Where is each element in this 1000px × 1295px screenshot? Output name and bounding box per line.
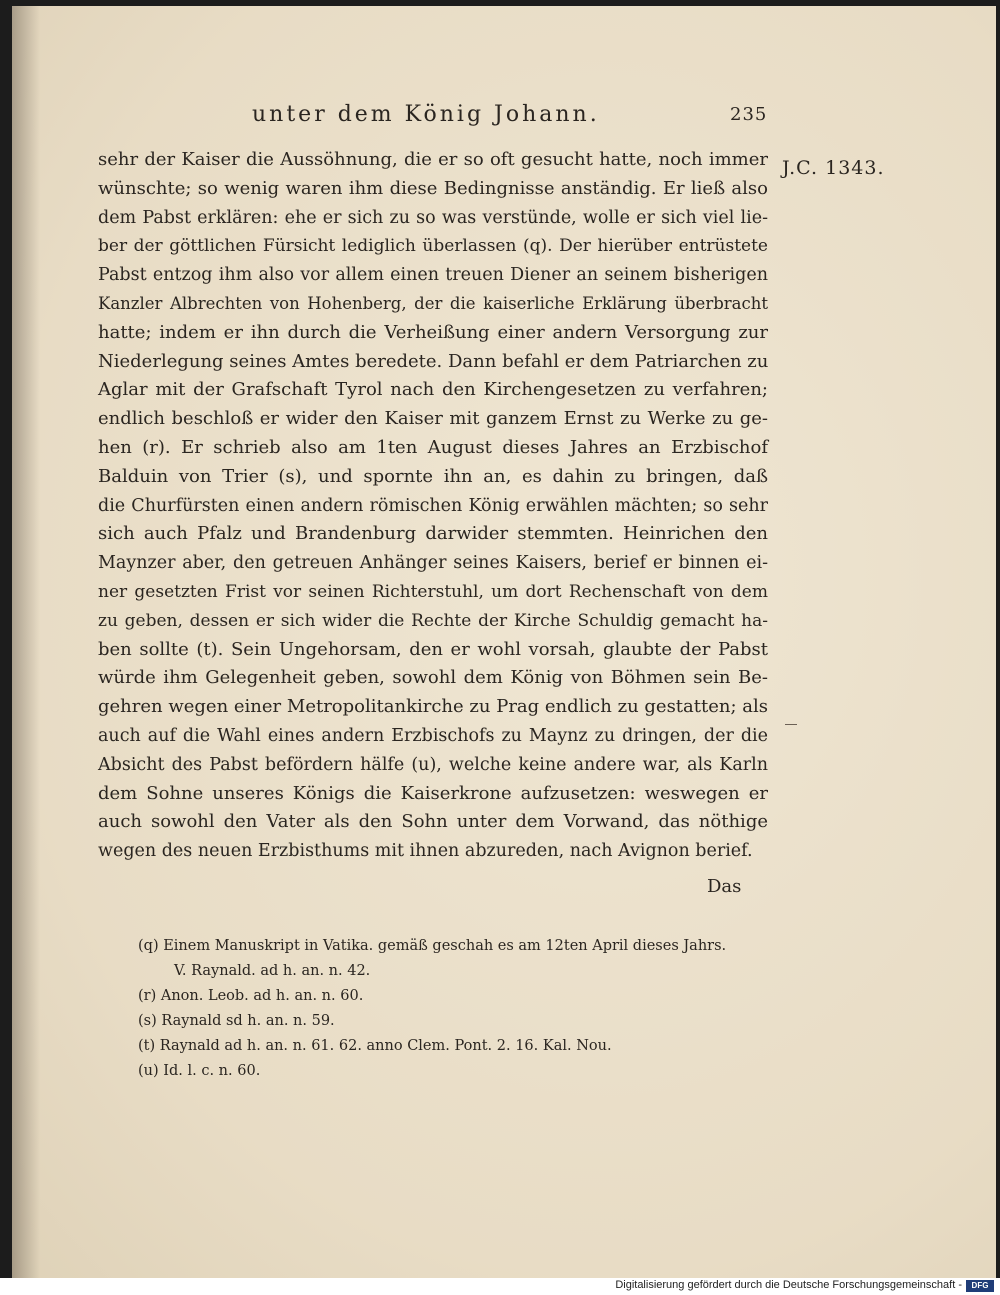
footnote-t: (t) Raynald ad h. an. n. 61. 62. anno Clem. Pont. 2. 16. Kal. Nou.	[138, 1038, 612, 1054]
text-line: würde ihm Gelegenheit geben, sowohl dem König von Böhmen sein Be-	[98, 667, 768, 689]
margin-mark	[785, 724, 797, 725]
text-line-last: wegen des neuen Erzbisthums mit ihnen abzureden, nach Avignon berief.	[98, 841, 753, 862]
text-line: Pabst entzog ihm also vor allem einen treuen Diener an seinem bisherigen	[98, 265, 768, 286]
text-line: hatte; indem er ihn durch die Verheißung einer andern Versorgung zur	[98, 321, 768, 343]
text-line: auch sowohl den Vater als den Sohn unter dem Vorwand, das nöthige	[98, 811, 768, 833]
text-line: dem Sohne unseres Königs die Kaiserkrone aufzusetzen: weswegen er	[98, 782, 768, 804]
text-line: Niederlegung seines Amtes beredete. Dann befahl er dem Patriarchen zu	[98, 350, 769, 372]
gutter-shadow	[12, 6, 40, 1278]
body-text	[98, 146, 768, 866]
text-line: Maynzer aber, den getreuen Anhänger seines Kaisers, berief er binnen ei-	[98, 553, 768, 574]
text-line: ner gesetzten Frist vor seinen Richterstuhl, um dort Rechenschaft von dem	[98, 581, 768, 602]
footnote-s: (s) Raynald sd h. an. n. 59.	[138, 1013, 335, 1029]
text-line: Absicht des Pabst befördern hälfe (u), welche keine andere war, als Karln	[98, 754, 768, 775]
text-line: Kanzler Albrechten von Hohenberg, der die kaiserliche Erklärung überbracht	[98, 293, 768, 313]
text-line: Balduin von Trier (s), und spornte ihn an, es dahin zu bringen, daß	[98, 465, 768, 487]
text-line: auch auf die Wahl eines andern Erzbischofs zu Maynz zu dringen, der die	[98, 725, 768, 746]
text-line: wünschte; so wenig waren ihm diese Bedingnisse anständig. Er ließ also	[98, 177, 768, 199]
dfg-logo: DFG	[966, 1280, 994, 1292]
text-line: ben sollte (t). Sein Ungehorsam, den er wohl vorsah, glaubte der Pabst	[98, 638, 768, 660]
margin-date-note: J.C. 1343.	[782, 157, 885, 179]
text-line: endlich beschloß er wider den Kaiser mit ganzem Ernst zu Werke zu ge-	[98, 408, 768, 430]
page-number: 235	[730, 104, 768, 125]
dfg-credit: Digitalisierung gefördert durch die Deutsche Forschungsgemeinschaft -	[615, 1279, 962, 1291]
text-line: ber der göttlichen Fürsicht lediglich überlassen (q). Der hierüber entrüstete	[98, 236, 768, 257]
text-line: hen (r). Er schrieb also am 1ten August dieses Jahres an Erzbischof	[98, 436, 768, 458]
footnote-q: (q) Einem Manuskript in Vatika. gemäß geschah es am 12ten April dieses Jahrs.	[138, 938, 727, 954]
text-line: zu geben, dessen er sich wider die Rechte der Kirche Schuldig gemacht ha-	[98, 610, 768, 631]
catchword: Das	[707, 876, 742, 897]
footnote-r: (r) Anon. Leob. ad h. an. n. 60.	[138, 988, 364, 1004]
running-head: unter dem König Johann.	[252, 102, 600, 127]
text-line: die Churfürsten einen andern römischen König erwählen mächten; so sehr	[98, 495, 768, 516]
footnotes	[138, 934, 788, 1084]
footer-bar	[0, 1278, 1000, 1295]
text-line: gehren wegen einer Metropolitankirche zu Prag endlich zu gestatten; als	[98, 696, 768, 718]
text-line: Aglar mit der Grafschaft Tyrol nach den Kirchengesetzen zu verfahren;	[98, 379, 768, 401]
page-header	[12, 102, 996, 132]
text-line: sehr der Kaiser die Aussöhnung, die er so oft gesucht hatte, noch immer	[98, 149, 768, 170]
text-line: dem Pabst erklären: ehe er sich zu so was verstünde, wolle er sich viel lie-	[98, 207, 768, 228]
footnote-u: (u) Id. l. c. n. 60.	[138, 1063, 261, 1079]
book-page	[12, 6, 996, 1278]
text-line: sich auch Pfalz und Brandenburg darwider stemmten. Heinrichen den	[98, 523, 768, 545]
footnote-q-continuation: V. Raynald. ad h. an. n. 42.	[174, 963, 371, 979]
